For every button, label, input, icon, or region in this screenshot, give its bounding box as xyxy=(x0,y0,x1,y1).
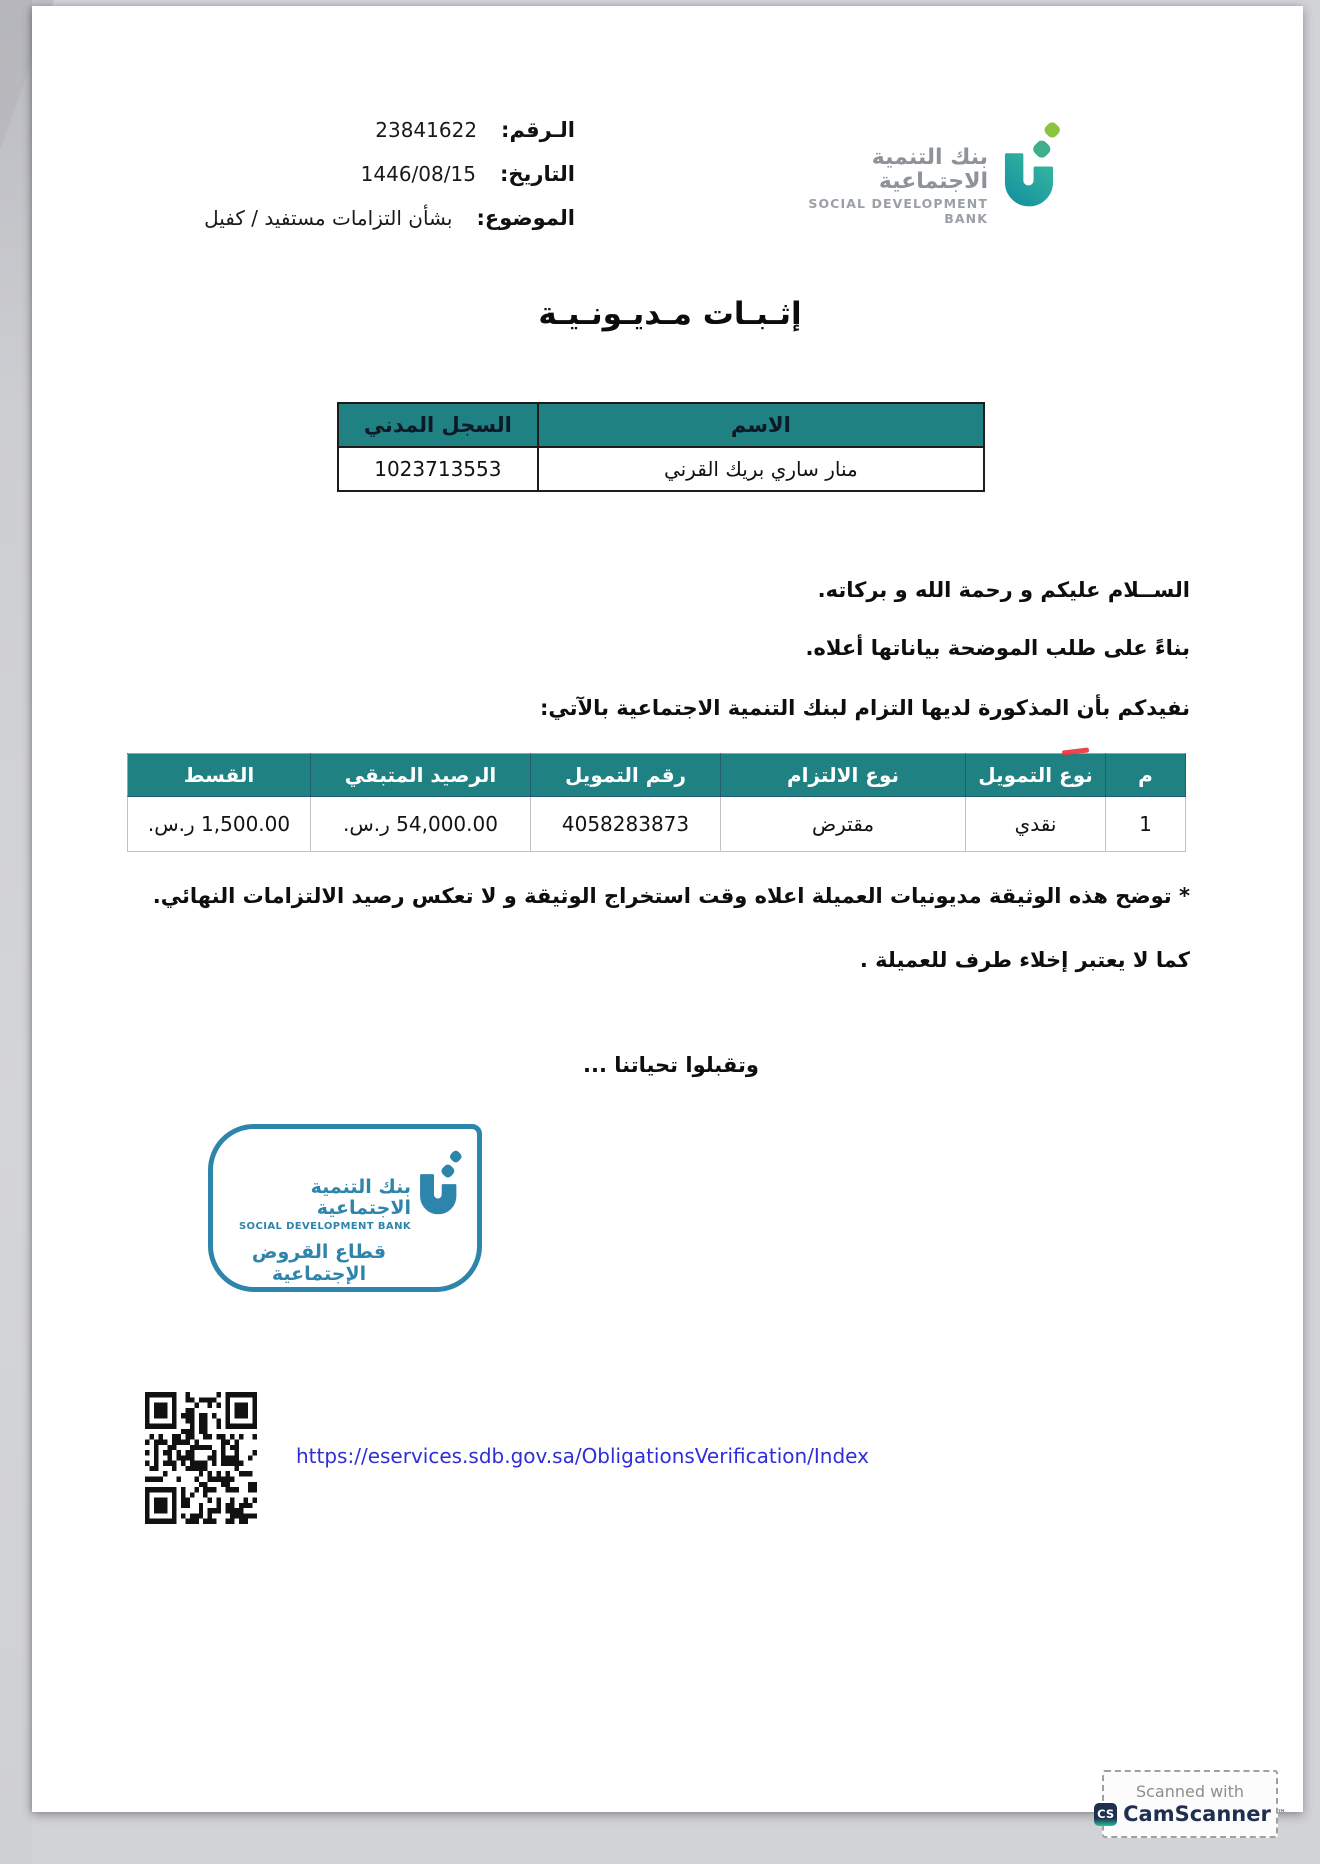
camscanner-wordmark: CamScanner xyxy=(1123,1802,1271,1826)
verification-url-link[interactable]: https://eservices.sdb.gov.sa/ObligationsVerification/Index xyxy=(296,1444,869,1468)
meta-subject-row xyxy=(204,196,575,240)
col-header-remaining-balance: الرصيد المتبقي xyxy=(311,754,531,797)
bank-name-arabic: بنك التنمية الاجتماعية xyxy=(871,145,988,194)
scanned-with-caption: Scanned with xyxy=(1135,1782,1245,1801)
cell-funding-type: نقدي xyxy=(966,797,1106,852)
clearance-note: كما لا يعتبر إخلاء طرف للعميلة . xyxy=(859,948,1190,972)
meta-date-row xyxy=(204,152,575,196)
name-column-header: الاسم xyxy=(538,403,984,447)
document-title: إثـبـات مـديـونـيـة xyxy=(538,296,802,332)
cell-obligation-type: مقترض xyxy=(721,797,966,852)
request-line: بناءً على طلب الموضحة بياناتها أعلاه. xyxy=(805,636,1190,660)
cell-installment: 1,500.00 ر.س. xyxy=(128,797,311,852)
camscanner-row xyxy=(1094,1802,1286,1826)
person-table xyxy=(337,402,985,492)
scan-left-shadow xyxy=(0,0,32,1864)
cell-funding-number: 4058283873 xyxy=(531,797,721,852)
date-value: 1446/08/15 xyxy=(360,162,476,186)
col-header-funding-type: نوع التمويل xyxy=(966,754,1106,797)
bank-name-english: SOCIAL DEVELOPMENT BANK xyxy=(808,196,988,226)
statement-line: نفيدكم بأن المذكورة لديها التزام لبنك التنمية الاجتماعية بالآتي: xyxy=(540,696,1190,720)
bank-stamp xyxy=(208,1124,482,1292)
person-table-header-row xyxy=(338,403,984,447)
bank-logo-icon xyxy=(998,120,1062,214)
camscanner-trademark: ™ xyxy=(1276,1809,1286,1819)
col-header-funding-number: رقم التمويل xyxy=(531,754,721,797)
subject-value: بشأن التزامات مستفيد / كفيل xyxy=(204,206,453,230)
stamp-bank-icon xyxy=(415,1149,463,1221)
col-header-installment: القسط xyxy=(128,754,311,797)
stamp-bank-name-english: SOCIAL DEVELOPMENT BANK xyxy=(238,1221,411,1232)
letter-meta xyxy=(204,108,575,240)
bank-logo xyxy=(766,138,1062,230)
stamp-bank-name-arabic: بنك التنمية الاجتماعية xyxy=(310,1176,411,1219)
obligations-header-row xyxy=(128,754,1186,797)
civil-id-column-header: السجل المدني xyxy=(338,403,538,447)
civil-id-cell: 1023713553 xyxy=(338,447,538,491)
obligations-data-row xyxy=(128,797,1186,852)
disclaimer-note: * توضح هذه الوثيقة مديونيات العميلة اعلاه وقت استخراج الوثيقة و لا تعكس رصيد الالتزامات النهائي. xyxy=(152,884,1190,908)
col-header-index: م xyxy=(1106,754,1186,797)
qr-code xyxy=(145,1392,257,1524)
meta-number-row xyxy=(204,108,575,152)
stamp-sector-label: قطاع القروض الإجتماعية xyxy=(251,1241,387,1285)
closing-line: وتقبلوا تحياتنا ... xyxy=(583,1053,759,1077)
person-table-row xyxy=(338,447,984,491)
obligations-table xyxy=(127,753,1186,852)
bank-logo-text xyxy=(776,146,988,226)
camscanner-badge xyxy=(1097,1770,1286,1838)
stamp-bank-text xyxy=(227,1177,411,1232)
number-label: الـرقم: xyxy=(501,118,575,142)
col-header-obligation-type: نوع الالتزام xyxy=(721,754,966,797)
number-value: 23841622 xyxy=(375,118,478,142)
date-label: التاريخ: xyxy=(499,162,575,186)
subject-label: الموضوع: xyxy=(476,206,575,230)
greeting-line: الســلام عليكم و رحمة الله و بركاته. xyxy=(817,578,1190,602)
camscanner-icon: CS xyxy=(1094,1803,1117,1826)
person-name-cell: منار ساري بريك القرني xyxy=(538,447,984,491)
document-page xyxy=(32,6,1303,1812)
cell-remaining-balance: 54,000.00 ر.س. xyxy=(311,797,531,852)
cell-index: 1 xyxy=(1106,797,1186,852)
